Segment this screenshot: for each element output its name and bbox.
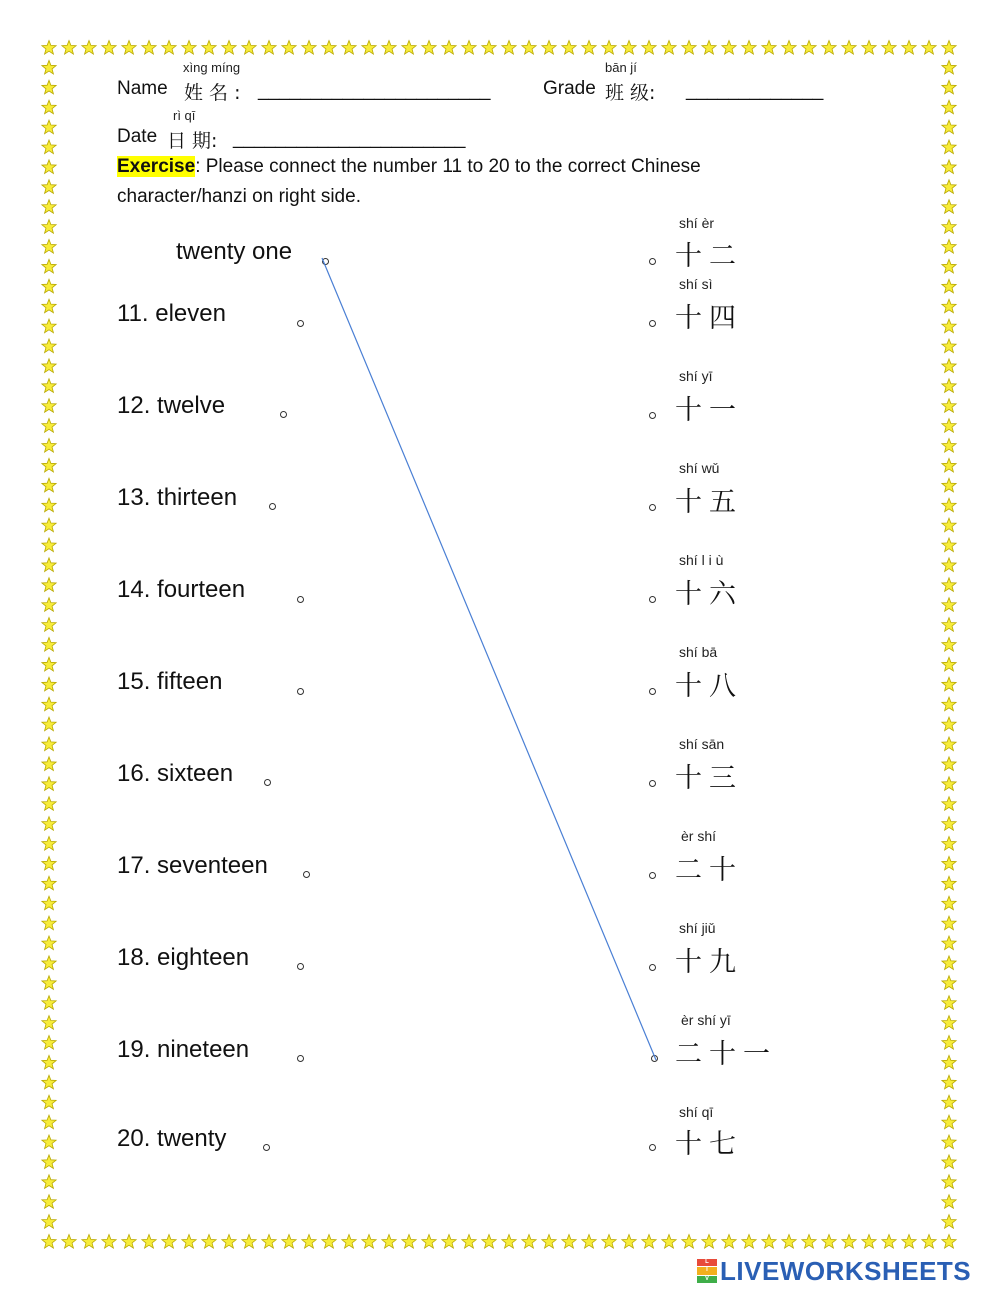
border-star-icon xyxy=(62,41,76,55)
border-star-icon xyxy=(42,598,56,612)
border-star-icon xyxy=(942,399,956,413)
border-star-icon xyxy=(942,1235,956,1249)
date-input[interactable]: ______________________ xyxy=(233,128,466,149)
border-star-icon xyxy=(942,518,956,532)
border-star-icon xyxy=(162,41,176,55)
border-star-icon xyxy=(942,200,956,214)
border-star-icon xyxy=(942,558,956,572)
border-star-icon xyxy=(802,41,816,55)
border-star-icon xyxy=(942,160,956,174)
border-star-icon xyxy=(942,359,956,373)
name-input[interactable]: ______________________ xyxy=(258,80,491,101)
border-star-icon xyxy=(942,1135,956,1149)
liveworksheets-brand[interactable] xyxy=(697,1256,971,1286)
border-star-icon xyxy=(342,1235,356,1249)
right-hanzi-2: 十一 xyxy=(675,395,743,426)
border-star-icon xyxy=(882,41,896,55)
border-star-icon xyxy=(42,1135,56,1149)
border-star-icon xyxy=(942,60,956,74)
border-star-icon xyxy=(942,1215,956,1229)
border-star-icon xyxy=(942,697,956,711)
border-star-icon xyxy=(42,419,56,433)
border-star-icon xyxy=(42,936,56,950)
border-star-icon xyxy=(642,41,656,55)
border-star-icon xyxy=(902,1235,916,1249)
border-star-icon xyxy=(942,817,956,831)
left-item-twenty-one: twenty one xyxy=(176,238,293,265)
border-star-icon xyxy=(42,220,56,234)
left-dot-19[interactable] xyxy=(297,1055,304,1062)
border-star-icon xyxy=(362,1235,376,1249)
border-star-icon xyxy=(942,856,956,870)
left-item-14: 14. fourteen xyxy=(117,576,246,603)
border-star-icon xyxy=(682,41,696,55)
border-star-icon xyxy=(942,677,956,691)
border-star-icon xyxy=(302,1235,316,1249)
border-star-icon xyxy=(42,578,56,592)
border-star-icon xyxy=(942,1055,956,1069)
border-star-icon xyxy=(42,1195,56,1209)
border-star-icon xyxy=(242,41,256,55)
border-star-icon xyxy=(942,638,956,652)
border-star-icon xyxy=(42,160,56,174)
right-pinyin-0: shí èr xyxy=(679,215,715,231)
right-hanzi-5: 十八 xyxy=(675,671,743,702)
border-star-icon xyxy=(122,1235,136,1249)
border-star-icon xyxy=(942,80,956,94)
border-star-icon xyxy=(42,1055,56,1069)
right-pinyin-4: shí l i ù xyxy=(679,552,724,568)
border-star-icon xyxy=(942,140,956,154)
border-star-icon xyxy=(422,1235,436,1249)
right-dot-4[interactable] xyxy=(649,596,656,603)
border-star-icon xyxy=(942,538,956,552)
border-star-icon xyxy=(42,657,56,671)
border-star-icon xyxy=(82,41,96,55)
date-pinyin: rì qī xyxy=(173,108,196,123)
border-star-icon xyxy=(42,737,56,751)
border-star-icon xyxy=(942,837,956,851)
border-star-icon xyxy=(942,777,956,791)
border-star-icon xyxy=(42,240,56,254)
border-star-icon xyxy=(582,41,596,55)
border-star-icon xyxy=(142,1235,156,1249)
border-star-icon xyxy=(142,41,156,55)
border-star-icon xyxy=(42,1215,56,1229)
border-star-icon xyxy=(822,1235,836,1249)
border-star-icon xyxy=(42,618,56,632)
border-star-icon xyxy=(942,618,956,632)
border-star-icon xyxy=(922,1235,936,1249)
border-star-icon xyxy=(162,1235,176,1249)
border-star-icon xyxy=(42,100,56,114)
border-star-icon xyxy=(602,1235,616,1249)
instruction-text-1: : Please connect the number 11 to 20 to the correct Chinese xyxy=(195,156,701,177)
border-star-icon xyxy=(382,1235,396,1249)
border-star-icon xyxy=(942,240,956,254)
border-star-icon xyxy=(42,200,56,214)
border-star-icon xyxy=(502,1235,516,1249)
right-dot-6[interactable] xyxy=(649,780,656,787)
border-star-icon xyxy=(42,1235,56,1249)
border-star-icon xyxy=(942,299,956,313)
border-star-icon xyxy=(702,1235,716,1249)
right-pinyin-10: shí qī xyxy=(679,1104,714,1120)
border-star-icon xyxy=(942,339,956,353)
border-star-icon xyxy=(642,1235,656,1249)
border-star-icon xyxy=(442,41,456,55)
right-dot-9[interactable] xyxy=(651,1055,658,1062)
right-pinyin-3: shí wǔ xyxy=(679,460,720,476)
border-star-icon xyxy=(42,518,56,532)
border-star-icon xyxy=(942,936,956,950)
border-star-icon xyxy=(762,41,776,55)
border-star-icon xyxy=(862,1235,876,1249)
border-star-icon xyxy=(42,299,56,313)
left-item-15: 15. fifteen xyxy=(117,668,223,695)
right-hanzi-7: 二十 xyxy=(675,855,743,886)
right-pinyin-8: shí jiǔ xyxy=(679,920,716,936)
date-label: Date xyxy=(117,126,158,147)
border-star-icon xyxy=(42,498,56,512)
right-dot-8[interactable] xyxy=(649,964,656,971)
border-star-icon xyxy=(322,41,336,55)
left-item-19: 19. nineteen xyxy=(117,1036,250,1063)
border-star-icon xyxy=(382,41,396,55)
left-item-17: 17. seventeen xyxy=(117,852,268,879)
border-star-icon xyxy=(42,976,56,990)
right-hanzi-0: 十二 xyxy=(675,241,743,272)
right-hanzi-8: 十九 xyxy=(675,947,743,978)
border-star-icon xyxy=(482,41,496,55)
right-dot-1[interactable] xyxy=(649,320,656,327)
right-pinyin-5: shí bā xyxy=(679,644,718,660)
border-star-icon xyxy=(42,916,56,930)
right-dot-0[interactable] xyxy=(649,258,656,265)
border-star-icon xyxy=(42,996,56,1010)
border-star-icon xyxy=(942,100,956,114)
border-star-icon xyxy=(42,757,56,771)
border-star-icon xyxy=(402,1235,416,1249)
border-star-icon xyxy=(722,1235,736,1249)
border-star-icon xyxy=(102,41,116,55)
right-hanzi-10: 十七 xyxy=(675,1129,743,1160)
border-star-icon xyxy=(42,856,56,870)
right-dot-3[interactable] xyxy=(649,504,656,511)
left-dot-11[interactable] xyxy=(297,320,304,327)
left-item-16: 16. sixteen xyxy=(117,760,234,787)
border-star-icon xyxy=(42,359,56,373)
left-dot-twenty-one[interactable] xyxy=(322,258,329,265)
border-star-icon xyxy=(942,1095,956,1109)
border-star-icon xyxy=(862,41,876,55)
border-star-icon xyxy=(222,41,236,55)
border-star-icon xyxy=(222,1235,236,1249)
border-star-icon xyxy=(782,41,796,55)
border-star-icon xyxy=(42,1075,56,1089)
border-star-icon xyxy=(42,379,56,393)
right-hanzi-4: 十六 xyxy=(675,579,743,610)
border-star-icon xyxy=(282,41,296,55)
border-star-icon xyxy=(942,757,956,771)
grade-label: Grade xyxy=(543,78,596,99)
right-hanzi-9: 二十一 xyxy=(675,1039,777,1070)
border-star-icon xyxy=(842,41,856,55)
border-star-icon xyxy=(262,1235,276,1249)
border-star-icon xyxy=(42,956,56,970)
border-star-icon xyxy=(42,896,56,910)
border-star-icon xyxy=(262,41,276,55)
border-star-icon xyxy=(42,817,56,831)
border-star-icon xyxy=(562,41,576,55)
left-dot-20[interactable] xyxy=(263,1144,270,1151)
border-star-icon xyxy=(42,1016,56,1030)
border-star-icon xyxy=(942,1155,956,1169)
border-star-icon xyxy=(202,1235,216,1249)
border-star-icon xyxy=(942,876,956,890)
border-star-icon xyxy=(782,1235,796,1249)
border-star-icon xyxy=(602,41,616,55)
border-star-icon xyxy=(942,717,956,731)
border-star-icon xyxy=(802,1235,816,1249)
border-star-icon xyxy=(942,439,956,453)
left-dot-12[interactable] xyxy=(280,411,287,418)
border-star-icon xyxy=(42,279,56,293)
border-star-icon xyxy=(42,120,56,134)
border-star-icon xyxy=(202,41,216,55)
grade-pinyin: bān jí xyxy=(605,60,637,75)
border-star-icon xyxy=(942,657,956,671)
left-dot-13[interactable] xyxy=(269,503,276,510)
border-star-icon xyxy=(442,1235,456,1249)
name-chars: 姓 名 : xyxy=(184,82,241,104)
border-star-icon xyxy=(522,41,536,55)
border-star-icon xyxy=(942,916,956,930)
date-chars: 日 期: xyxy=(167,130,218,152)
left-item-13: 13. thirteen xyxy=(117,484,238,511)
border-star-icon xyxy=(82,1235,96,1249)
border-star-icon xyxy=(42,1175,56,1189)
border-star-icon xyxy=(322,1235,336,1249)
left-dot-16[interactable] xyxy=(264,779,271,786)
border-star-icon xyxy=(42,478,56,492)
border-star-icon xyxy=(462,41,476,55)
border-star-icon xyxy=(242,1235,256,1249)
border-star-icon xyxy=(42,717,56,731)
border-star-icon xyxy=(42,80,56,94)
border-star-icon xyxy=(762,1235,776,1249)
border-star-icon xyxy=(942,896,956,910)
border-star-icon xyxy=(42,60,56,74)
border-star-icon xyxy=(42,876,56,890)
border-star-icon xyxy=(42,439,56,453)
right-pinyin-7: èr shí xyxy=(681,828,717,844)
border-star-icon xyxy=(542,41,556,55)
border-star-icon xyxy=(42,1115,56,1129)
instruction-line-1 xyxy=(117,156,701,178)
left-item-18: 18. eighteen xyxy=(117,944,250,971)
border-star-icon xyxy=(422,41,436,55)
border-star-icon xyxy=(482,1235,496,1249)
name-pinyin: xìng míng xyxy=(183,60,241,75)
border-star-icon xyxy=(42,259,56,273)
border-star-icon xyxy=(122,41,136,55)
border-star-icon xyxy=(42,837,56,851)
border-star-icon xyxy=(882,1235,896,1249)
right-hanzi-3: 十五 xyxy=(675,487,743,518)
left-item-20: 20. twenty xyxy=(117,1125,227,1152)
border-star-icon xyxy=(42,677,56,691)
border-star-icon xyxy=(42,697,56,711)
border-star-icon xyxy=(942,737,956,751)
border-star-icon xyxy=(182,1235,196,1249)
border-star-icon xyxy=(562,1235,576,1249)
border-star-icon xyxy=(682,1235,696,1249)
border-star-icon xyxy=(302,41,316,55)
border-star-icon xyxy=(942,1075,956,1089)
border-star-icon xyxy=(942,598,956,612)
border-star-icon xyxy=(662,1235,676,1249)
left-dot-18[interactable] xyxy=(297,963,304,970)
border-star-icon xyxy=(942,180,956,194)
instruction-line-2: character/hanzi on right side. xyxy=(117,186,361,207)
border-star-icon xyxy=(942,976,956,990)
border-star-icon xyxy=(42,777,56,791)
border-star-icon xyxy=(42,41,56,55)
grade-chars: 班 级: xyxy=(605,82,656,104)
border-star-icon xyxy=(42,1036,56,1050)
name-label: Name xyxy=(117,78,168,99)
border-star-icon xyxy=(942,379,956,393)
border-star-icon xyxy=(362,41,376,55)
grade-input[interactable]: _____________ xyxy=(686,80,824,101)
right-dot-10[interactable] xyxy=(649,1144,656,1151)
right-pinyin-1: shí sì xyxy=(679,276,713,292)
border-star-icon xyxy=(942,259,956,273)
border-star-icon xyxy=(902,41,916,55)
border-star-icon xyxy=(822,41,836,55)
right-pinyin-9: èr shí yī xyxy=(681,1012,731,1028)
border-star-icon xyxy=(942,1036,956,1050)
brand-text: LIVEWORKSHEETS xyxy=(720,1255,972,1286)
border-star-icon xyxy=(42,638,56,652)
border-star-icon xyxy=(42,797,56,811)
border-star-icon xyxy=(842,1235,856,1249)
border-star-icon xyxy=(522,1235,536,1249)
border-star-icon xyxy=(942,319,956,333)
border-star-icon xyxy=(942,1016,956,1030)
border-star-icon xyxy=(42,319,56,333)
border-star-icon xyxy=(942,498,956,512)
border-star-icon xyxy=(282,1235,296,1249)
border-star-icon xyxy=(702,41,716,55)
border-star-icon xyxy=(942,797,956,811)
border-star-icon xyxy=(942,279,956,293)
border-star-icon xyxy=(342,41,356,55)
border-star-icon xyxy=(922,41,936,55)
border-star-icon xyxy=(742,1235,756,1249)
right-dot-7[interactable] xyxy=(649,872,656,879)
border-star-icon xyxy=(182,41,196,55)
border-star-icon xyxy=(502,41,516,55)
border-star-icon xyxy=(42,458,56,472)
border-star-icon xyxy=(942,41,956,55)
border-star-icon xyxy=(402,41,416,55)
border-star-icon xyxy=(542,1235,556,1249)
right-pinyin-2: shí yī xyxy=(679,368,713,384)
right-hanzi-6: 十三 xyxy=(675,763,743,794)
border-star-icon xyxy=(942,478,956,492)
border-star-icon xyxy=(942,458,956,472)
border-star-icon xyxy=(42,1095,56,1109)
border-star-icon xyxy=(742,41,756,55)
border-star-icon xyxy=(942,220,956,234)
border-star-icon xyxy=(42,399,56,413)
border-star-icon xyxy=(942,1175,956,1189)
border-star-icon xyxy=(102,1235,116,1249)
border-star-icon xyxy=(462,1235,476,1249)
exercise-tag: Exercise xyxy=(117,156,196,177)
left-item-11: 11. eleven xyxy=(117,300,226,327)
liveworksheets-logo-icon: L I V xyxy=(697,1259,717,1283)
right-pinyin-6: shí sān xyxy=(679,736,725,752)
border-star-icon xyxy=(42,538,56,552)
left-dot-15[interactable] xyxy=(297,688,304,695)
border-star-icon xyxy=(42,140,56,154)
border-star-icon xyxy=(722,41,736,55)
border-star-icon xyxy=(622,1235,636,1249)
border-star-icon xyxy=(62,1235,76,1249)
right-dot-2[interactable] xyxy=(649,412,656,419)
border-star-icon xyxy=(622,41,636,55)
left-dot-14[interactable] xyxy=(297,596,304,603)
border-star-icon xyxy=(942,996,956,1010)
border-star-icon xyxy=(42,558,56,572)
border-star-icon xyxy=(582,1235,596,1249)
border-star-icon xyxy=(942,578,956,592)
border-star-icon xyxy=(942,120,956,134)
right-dot-5[interactable] xyxy=(649,688,656,695)
border-star-icon xyxy=(662,41,676,55)
border-star-icon xyxy=(942,1115,956,1129)
right-hanzi-1: 十四 xyxy=(675,303,743,334)
border-star-icon xyxy=(942,419,956,433)
border-star-icon xyxy=(42,1155,56,1169)
left-item-12: 12. twelve xyxy=(117,392,226,419)
border-star-icon xyxy=(942,1195,956,1209)
border-star-icon xyxy=(42,339,56,353)
border-star-icon xyxy=(942,956,956,970)
border-star-icon xyxy=(42,180,56,194)
left-dot-17[interactable] xyxy=(303,871,310,878)
